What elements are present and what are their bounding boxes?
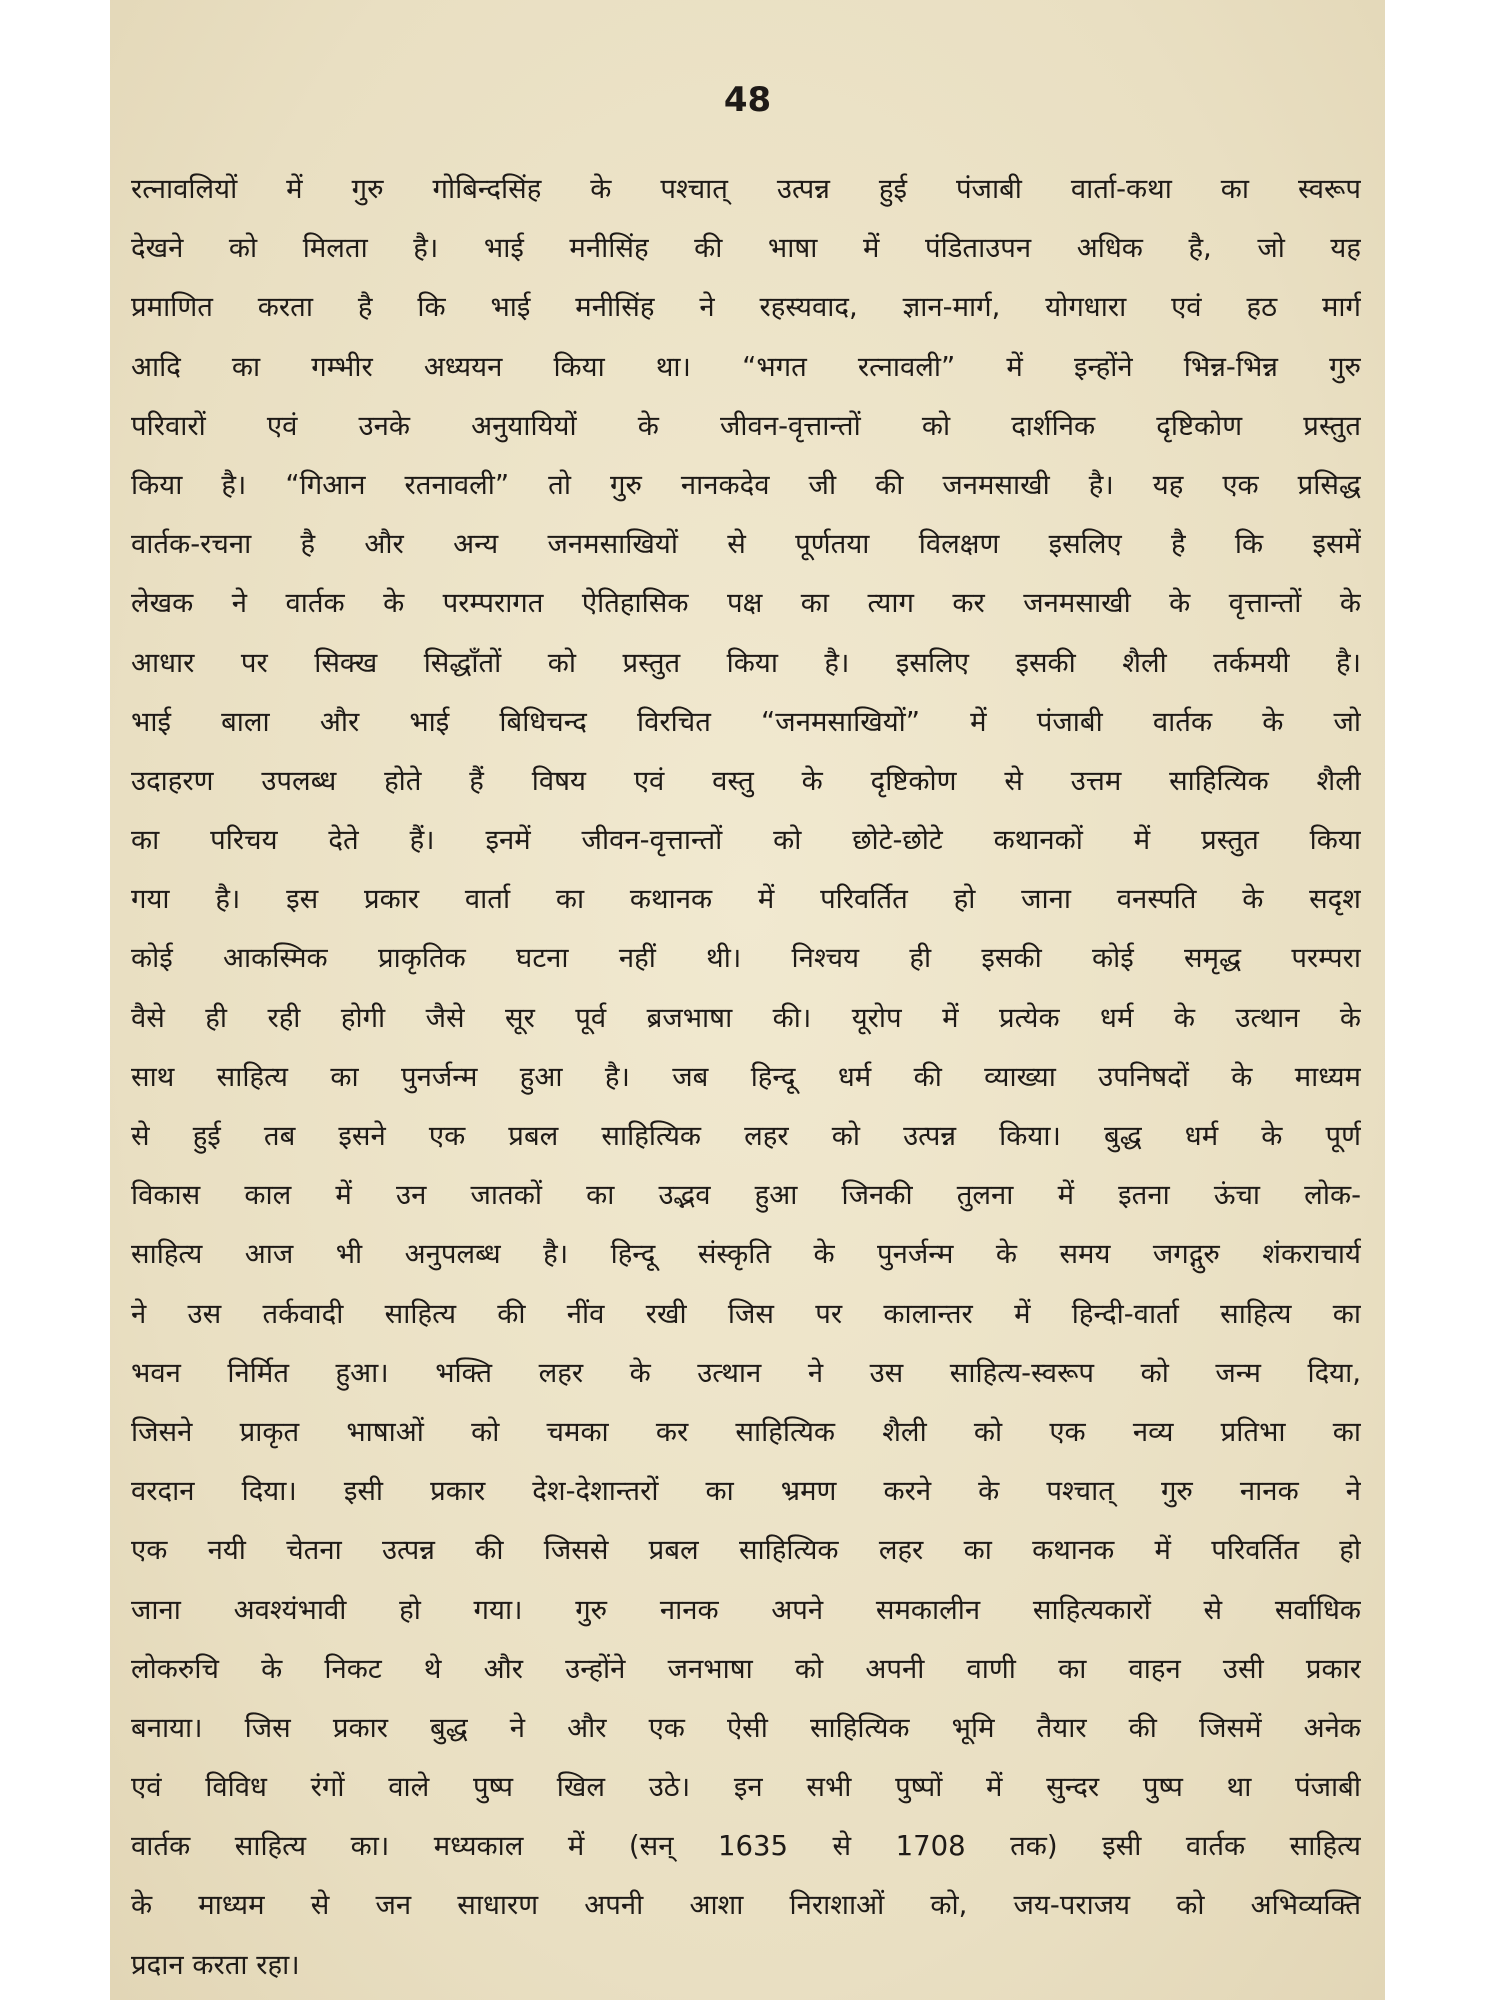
text-line: परिवारों एवं उनके अनुयायियों के जीवन-वृत्तान्तों को दार्शनिक दृष्टिकोण प्रस्तुत <box>131 409 1361 442</box>
text-line: वैसे ही रही होगी जैसे सूर पूर्व ब्रजभाषा की। यूरोप में प्रत्येक धर्म के उत्थान के <box>131 1001 1361 1034</box>
text-line: आदि का गम्भीर अध्ययन किया था। “भगत रत्नावली” में इन्होंने भिन्न-भिन्न गुरु <box>131 350 1361 383</box>
text-line: वार्तक-रचना है और अन्य जनमसाखियों से पूर्णतया विलक्षण इसलिए है कि इसमें <box>131 528 1361 561</box>
text-line: प्रमाणित करता है कि भाई मनीसिंह ने रहस्यवाद, ज्ञान-मार्ग, योगधारा एवं हठ मार्ग <box>131 291 1361 324</box>
text-line: जाना अवश्यंभावी हो गया। गुरु नानक अपने समकालीन साहित्यकारों से सर्वाधिक <box>131 1593 1361 1626</box>
text-line: ने उस तर्कवादी साहित्य की नींव रखी जिस पर कालान्तर में हिन्दी-वार्ता साहित्य का <box>131 1297 1361 1330</box>
text-line: भाई बाला और भाई बिधिचन्द विरचित “जनमसाखियों” में पंजाबी वार्तक के जो <box>131 705 1361 738</box>
text-line: उदाहरण उपलब्ध होते हैं विषय एवं वस्तु के दृष्टिकोण से उत्तम साहित्यिक शैली <box>131 764 1361 797</box>
text-line: जिसने प्राकृत भाषाओं को चमका कर साहित्यिक शैली को एक नव्य प्रतिभा का <box>131 1415 1361 1448</box>
text-line: से हुई तब इसने एक प्रबल साहित्यिक लहर को उत्पन्न किया। बुद्ध धर्म के पूर्ण <box>131 1120 1361 1152</box>
text-line: आधार पर सिक्ख सिद्धाँतों को प्रस्तुत किया है। इसलिए इसकी शैली तर्कमयी है। <box>131 646 1361 679</box>
text-line: साथ साहित्य का पुनर्जन्म हुआ है। जब हिन्दू धर्म की व्याख्या उपनिषदों के माध्यम <box>131 1060 1361 1093</box>
text-line: बनाया। जिस प्रकार बुद्ध ने और एक ऐसी साहित्यिक भूमि तैयार की जिसमें अनेक <box>131 1711 1361 1744</box>
text-line: का परिचय देते हैं। इनमें जीवन-वृत्तान्तों को छोटे-छोटे कथानकों में प्रस्तुत किया <box>131 824 1361 857</box>
text-line: लोकरुचि के निकट थे और उन्होंने जनभाषा को अपनी वाणी का वाहन उसी प्रकार <box>131 1652 1361 1685</box>
text-line: लेखक ने वार्तक के परम्परागत ऐतिहासिक पक्ष का त्याग कर जनमसाखी के वृत्तान्तों के <box>131 587 1361 620</box>
text-line: साहित्य आज भी अनुपलब्ध है। हिन्दू संस्कृति के पुनर्जन्म के समय जगद्गुरु शंकराचार्य <box>131 1238 1361 1271</box>
page-number: 48 <box>723 80 772 120</box>
text-line: के माध्यम से जन साधारण अपनी आशा निराशाओं को, जय-पराजय को अभिव्यक्ति <box>131 1889 1361 1922</box>
page-body-text <box>131 160 1361 1995</box>
text-line: एक नयी चेतना उत्पन्न की जिससे प्रबल साहित्यिक लहर का कथानक में परिवर्तित हो <box>131 1534 1361 1567</box>
text-line: किया है। “गिआन रतनावली” तो गुरु नानकदेव जी की जनमसाखी है। यह एक प्रसिद्ध <box>131 468 1361 501</box>
text-line: एवं विविध रंगों वाले पुष्प खिल उठे। इन सभी पुष्पों में सुन्दर पुष्प था पंजाबी <box>131 1771 1361 1804</box>
text-line: विकास काल में उन जातकों का उद्भव हुआ जिनकी तुलना में इतना ऊंचा लोक- <box>131 1179 1361 1212</box>
text-line: वरदान दिया। इसी प्रकार देश-देशान्तरों का भ्रमण करने के पश्चात् गुरु नानक ने <box>131 1475 1361 1508</box>
text-line: रत्नावलियों में गुरु गोबिन्दसिंह के पश्चात् उत्पन्न हुई पंजाबी वार्ता-कथा का स्वरूप <box>131 173 1361 205</box>
book-page <box>110 0 1385 2000</box>
text-line: भवन निर्मित हुआ। भक्ति लहर के उत्थान ने उस साहित्य-स्वरूप को जन्म दिया, <box>131 1356 1361 1389</box>
text-line: कोई आकस्मिक प्राकृतिक घटना नहीं थी। निश्चय ही इसकी कोई समृद्ध परम्परा <box>131 942 1361 975</box>
text-line: देखने को मिलता है। भाई मनीसिंह की भाषा में पंडिताउपन अधिक है, जो यह <box>131 232 1361 265</box>
text-line: वार्तक साहित्य का। मध्यकाल में (सन् 1635 से 1708 तक) इसी वार्तक साहित्य <box>131 1830 1361 1863</box>
text-line: गया है। इस प्रकार वार्ता का कथानक में परिवर्तित हो जाना वनस्पति के सदृश <box>131 883 1361 916</box>
text-line: प्रदान करता रहा। <box>131 1948 300 1981</box>
